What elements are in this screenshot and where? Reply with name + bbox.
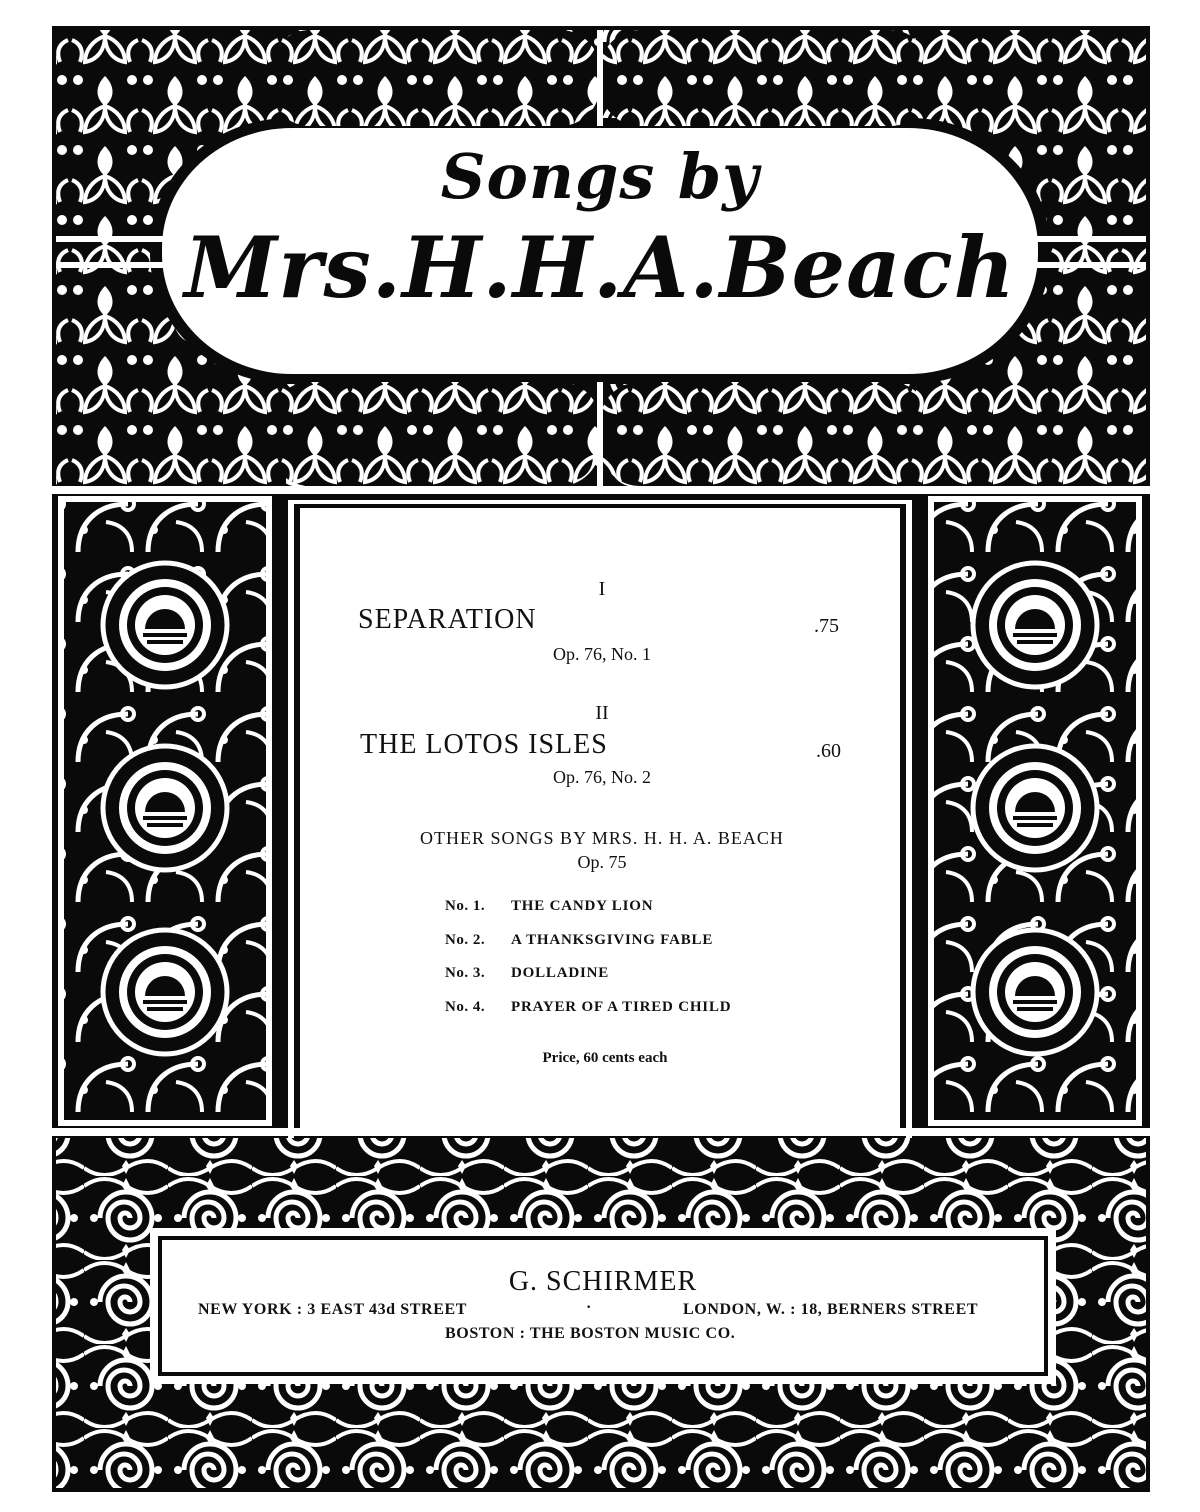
list-item-number: No. 3. [445,965,486,981]
list-item-title: DOLLADINE [511,965,610,981]
price-note: Price, 60 cents each [542,1050,668,1066]
song-2-title: THE LOTOS ISLES [360,729,608,760]
song-1-title: SEPARATION [358,604,537,635]
list-item-number: No. 4. [445,999,486,1015]
song-1-opus: Op. 76, No. 1 [553,644,651,664]
song-1-price: .75 [814,615,839,637]
list-item-number: No. 1. [445,898,486,914]
song-1-numeral: I [598,578,606,600]
song-2-numeral: II [595,702,609,724]
other-songs-opus: Op. 75 [577,852,627,872]
title-songs-by: Songs by [440,140,760,213]
publisher-london: LONDON, W. : 18, BERNERS STREET [683,1301,979,1318]
list-item-title: PRAYER OF A TIRED CHILD [511,999,732,1015]
other-songs-heading: OTHER SONGS BY MRS. H. H. A. BEACH [420,828,784,848]
title-composer: Mrs.H.H.A.Beach [184,218,1016,317]
publisher-new-york: NEW YORK : 3 EAST 43d STREET [198,1301,468,1318]
list-item-number: No. 2. [445,932,486,948]
song-2-price: .60 [816,740,841,762]
publisher-name: G. SCHIRMER [508,1266,698,1297]
publisher-boston: BOSTON : THE BOSTON MUSIC CO. [445,1325,736,1342]
list-item-title: THE CANDY LION [511,898,654,914]
song-2-opus: Op. 76, No. 2 [553,767,651,787]
list-item-title: A THANKSGIVING FABLE [511,932,714,948]
publisher-separator: · [586,1299,592,1316]
